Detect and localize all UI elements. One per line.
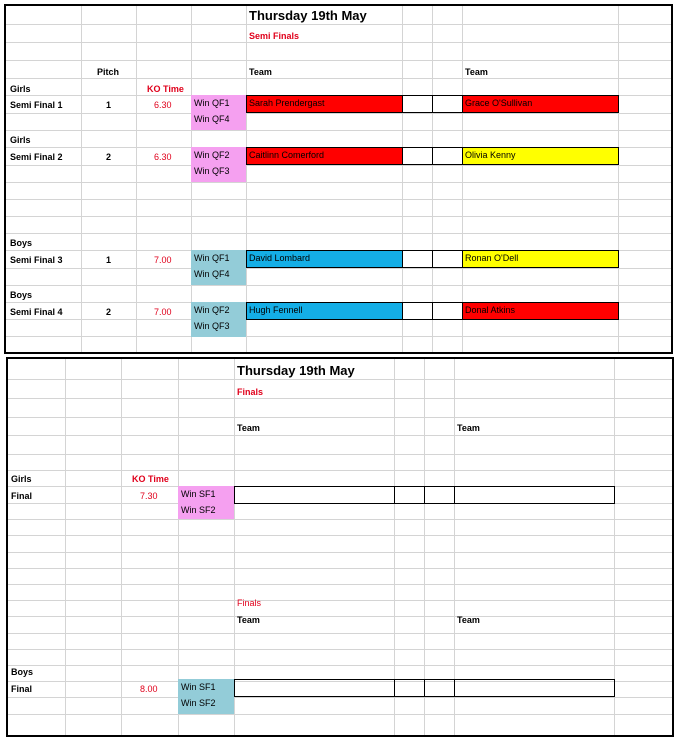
round-label: Finals: [237, 387, 264, 397]
score-b-cell[interactable]: [432, 302, 463, 320]
team-b-cell[interactable]: [454, 679, 615, 697]
team-b-header: Team: [465, 67, 488, 77]
match-name: Semi Final 1: [10, 100, 63, 110]
team-a-cell[interactable]: David Lombard: [246, 250, 403, 268]
qualifier-cell: [178, 679, 234, 714]
score-b-cell[interactable]: [432, 95, 463, 113]
team-b-header: Team: [457, 615, 480, 625]
ko-time-value: 6.30: [154, 152, 172, 162]
grid-line: [246, 6, 247, 352]
grid-line: [8, 600, 672, 601]
qualifier-cell: [178, 486, 234, 519]
qualifier-2: Win QF4: [194, 114, 230, 124]
group-label: Girls: [11, 474, 32, 484]
ko-time-value: 7.00: [154, 255, 172, 265]
pitch-value: 1: [106, 100, 112, 110]
grid-line: [65, 359, 66, 735]
grid-line: [8, 470, 672, 471]
grid-line: [6, 233, 671, 234]
grid-line: [8, 519, 672, 520]
page-title: Thursday 19th May: [237, 363, 355, 378]
ko-time-value: 8.00: [140, 684, 158, 694]
group-label: Girls: [10, 135, 31, 145]
match-name: Final: [11, 684, 33, 694]
page-title: Thursday 19th May: [249, 8, 367, 23]
score-a-cell[interactable]: [394, 486, 425, 504]
team-b-cell[interactable]: Olivia Kenny: [462, 147, 619, 165]
qualifier-cell: [191, 95, 246, 130]
group-label: Boys: [10, 238, 33, 248]
grid-line: [8, 584, 672, 585]
team-a-header: Team: [237, 615, 260, 625]
grid-line: [6, 182, 671, 183]
qualifier-1: Win QF1: [194, 253, 230, 263]
score-b-cell[interactable]: [432, 250, 463, 268]
score-a-cell[interactable]: [402, 147, 433, 165]
team-a-header: Team: [237, 423, 260, 433]
team-a-cell[interactable]: [234, 486, 395, 504]
grid-line: [8, 568, 672, 569]
qualifier-2: Win QF3: [194, 166, 230, 176]
grid-line: [6, 165, 671, 166]
qualifier-1: Win SF1: [181, 682, 216, 692]
pitch-header: Pitch: [97, 67, 120, 77]
grid-line: [8, 535, 672, 536]
grid-line: [121, 359, 122, 735]
grid-line: [462, 6, 463, 352]
team-a-cell[interactable]: Hugh Fennell: [246, 302, 403, 320]
grid-line: [8, 398, 672, 399]
grid-line: [8, 552, 672, 553]
qualifier-cell: [191, 147, 246, 182]
team-b-header: Team: [457, 423, 480, 433]
score-a-cell[interactable]: [402, 95, 433, 113]
grid-line: [402, 6, 403, 352]
match-name: Semi Final 2: [10, 152, 63, 162]
group-label: Girls: [10, 84, 31, 94]
pitch-value: 2: [106, 152, 112, 162]
semi-finals-sheet: [4, 4, 673, 354]
score-b-cell[interactable]: [432, 147, 463, 165]
ko-time-value: 7.30: [140, 491, 158, 501]
grid-line: [8, 435, 672, 436]
qualifier-1: Win QF2: [194, 305, 230, 315]
team-b-cell[interactable]: Grace O'Sullivan: [462, 95, 619, 113]
team-a-header: Team: [249, 67, 272, 77]
pitch-value: 2: [106, 307, 112, 317]
grid-line: [8, 454, 672, 455]
grid-line: [136, 6, 137, 352]
grid-line: [8, 379, 672, 380]
score-a-cell[interactable]: [402, 302, 433, 320]
grid-line: [618, 6, 619, 352]
ko-time-header: KO Time: [132, 474, 169, 484]
score-b-cell[interactable]: [424, 486, 455, 504]
team-b-cell[interactable]: Donal Atkins: [462, 302, 619, 320]
team-a-cell[interactable]: Caitlinn Comerford: [246, 147, 403, 165]
qualifier-2: Win QF3: [194, 321, 230, 331]
match-name: Semi Final 3: [10, 255, 63, 265]
score-b-cell[interactable]: [424, 679, 455, 697]
grid-line: [6, 113, 671, 114]
grid-line: [6, 216, 671, 217]
qualifier-cell: [191, 250, 246, 285]
team-b-cell[interactable]: [454, 486, 615, 504]
ko-time-value: 6.30: [154, 100, 172, 110]
qualifier-2: Win SF2: [181, 505, 216, 515]
grid-line: [6, 268, 671, 269]
score-a-cell[interactable]: [402, 250, 433, 268]
grid-line: [6, 130, 671, 131]
round-label: Finals: [237, 598, 262, 608]
grid-line: [6, 24, 671, 25]
score-a-cell[interactable]: [394, 679, 425, 697]
pitch-value: 1: [106, 255, 112, 265]
ko-time-value: 7.00: [154, 307, 172, 317]
grid-line: [8, 697, 672, 698]
group-label: Boys: [10, 290, 33, 300]
finals-sheet: [6, 357, 674, 737]
qualifier-1: Win QF2: [194, 150, 230, 160]
ko-time-header: KO Time: [147, 84, 184, 94]
grid-line: [8, 714, 672, 715]
qualifier-2: Win SF2: [181, 698, 216, 708]
grid-line: [6, 199, 671, 200]
team-a-cell[interactable]: Sarah Prendergast: [246, 95, 403, 113]
grid-line: [432, 6, 433, 352]
grid-line: [8, 616, 672, 617]
match-name: Final: [11, 491, 33, 501]
grid-line: [6, 285, 671, 286]
grid-line: [8, 649, 672, 650]
qualifier-1: Win QF1: [194, 98, 230, 108]
match-name: Semi Final 4: [10, 307, 63, 317]
grid-line: [6, 42, 671, 43]
grid-line: [81, 6, 82, 352]
grid-line: [6, 60, 671, 61]
team-a-cell[interactable]: [234, 679, 395, 697]
qualifier-cell: [191, 302, 246, 337]
grid-line: [6, 336, 671, 337]
group-label: Boys: [11, 667, 34, 677]
qualifier-2: Win QF4: [194, 269, 230, 279]
team-b-cell[interactable]: Ronan O'Dell: [462, 250, 619, 268]
grid-line: [8, 417, 672, 418]
grid-line: [8, 665, 672, 666]
round-label: Semi Finals: [249, 31, 300, 41]
grid-line: [8, 633, 672, 634]
qualifier-1: Win SF1: [181, 489, 216, 499]
